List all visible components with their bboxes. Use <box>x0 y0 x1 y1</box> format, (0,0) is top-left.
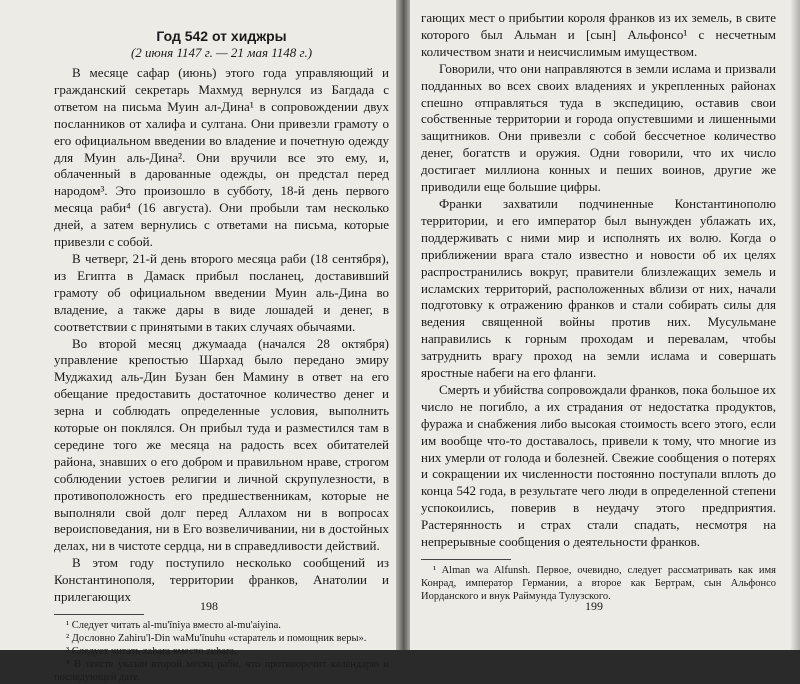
left-page-number: 198 <box>200 599 218 613</box>
book-gutter <box>396 0 410 650</box>
footnote-rule <box>421 559 511 560</box>
left-paragraph-4: В этом году поступило несколько сообщений из Константинополя, территории франков, Анатолии и прилегающих <box>54 555 389 605</box>
right-paragraph-3: Франки захватили подчиненные Константинополю территории, и его император был вынужден ублажать их, поддерживать с ними мир и исполнять их волю. Когда о приближении врага стало известно и новости об их целях распространились вокруг, правители близлежащих земель и исламских территорий, расположенных вблизи от них, начали подготовку к отражению франков и стали собирать силы для ведения священной войны против них. Мусульмане направились к горным проходам и перевалам, чтобы затруднить врагу проход на земли ислама и совершать яростные набеги на его фланги. <box>421 195 776 381</box>
right-paragraph-1: гающих мест о прибытии короля франков из их земель, в свите которого был Альман и [сын] Альфонсо¹ с несчетным количеством знати и неисчислимым имуществом. <box>421 10 776 59</box>
left-paragraph-2: В четверг, 21-й день второго месяца раби (18 сентября), из Египта в Дамаск прибыл посланец, доставивший грамоту об официальном введении Муин аль-Дина во владение, а также дары в виде лошадей и денег, в соответствии с принятыми в таких случаях обычаями. <box>54 250 389 334</box>
right-paragraph-2: Говорили, что они направляются в земли ислама и призвали подданных во всех своих владениях и укрепленных районах спешно отправляться туда в экспедицию, оставив свои собственные территории и города опустевшими и лишенными защитников. Они привезли с собой бессчетное количество денег, богатств и оружия. Одни говорили, что их число достигает миллиона конных и пеших воинов, другие же приводили еще большие цифры. <box>421 60 776 195</box>
chapter-title: Год 542 от хиджры <box>156 28 287 44</box>
chapter-dates: (2 июня 1147 г. — 21 мая 1148 г.) <box>130 45 313 60</box>
left-paragraph-3: Во второй месяц джумаада (начался 28 октября) управление крепостью Шархад было передано эмиру Муджахид аль-Дин Бузан бен Мамину в ответ на его обещание предоставить достаточное количество денег и зерна и соблюдать определенные условия, выполнить которые он поклялся. Он прибыл туда и разместился там в середине того же месяца на радость всех обитателей района, знавших о его добром и правильном нраве, строгом соблюдении устоев религии и личной скрупулезности, в противоположность его предшественникам, которые не выполняли свой долг перед Аллахом ни в вопросах вероисповедания, ни в Его возвеличивании, ни в достойных делах, ни в чистоте сердца, ни в справедливости действий. <box>54 335 389 554</box>
right-paragraph-4: Смерть и убийства сопровождали франков, пока большое их число не погибло, а их страдания от недостатка продуктов, фуража и снабжения либо высокая стоимость всего этого, если им вообще что-то доставалось, привели к тому, что многие из них умерли от голода и болезней. Свежие сообщения о потерях и сокращении их численности постоянно поступали вплоть до конца 542 года, в результате чего люди в определенной степени успокоились, поверив в неудачу этого предприятия. Растерянность и страх стали спадать, несмотря на непрерывные сообщения о деятельности франков. <box>421 381 776 550</box>
right-page-number: 199 <box>585 599 603 613</box>
left-footnote-4: ⁴ В тексте указан второй месяц раби, что противоречит календарю и последующей дате. <box>54 659 389 683</box>
right-page <box>405 0 800 650</box>
right-footnote-1: ¹ Alman wa Alfunsh. Первое, очевидно, следует рассматривать как имя Конрад, император Германии, а второе как Бертрам, сын Альфонсо Иорданского и внук Раймунда Тулузского. <box>421 565 776 602</box>
left-footnote-2: ² Дословно Zahiru'l-Din waMu'īnuhu «старатель и помощник веры». <box>66 633 367 644</box>
footnote-rule <box>54 614 144 615</box>
left-footnote-3: ³ Следует читать zahara вместо zuhara. <box>66 646 237 657</box>
left-footnote-1: ¹ Следует читать al-mu'īniya вместо al-mu'aiyina. <box>66 620 281 631</box>
left-paragraph-1: В месяце сафар (июнь) этого года управляющий и гражданский секретарь Махмуд вернулся из Багдада с ответом на письма Муин ал-Дина¹ в сопровождении двух посланников от халифа и султана. Они привезли грамоту о его официальном введении во владение и почетную одежду для Муин аль-Дина². Они вручили все это ему, и, облаченный в дарованные одежды, он предстал перед народом³. Это произошло в субботу, 18-й день первого месяца раби⁴ (16 августа). Они пробыли там несколько дней, а затем вернулись с ответами на письма, которые привезли с собой. <box>54 65 389 250</box>
